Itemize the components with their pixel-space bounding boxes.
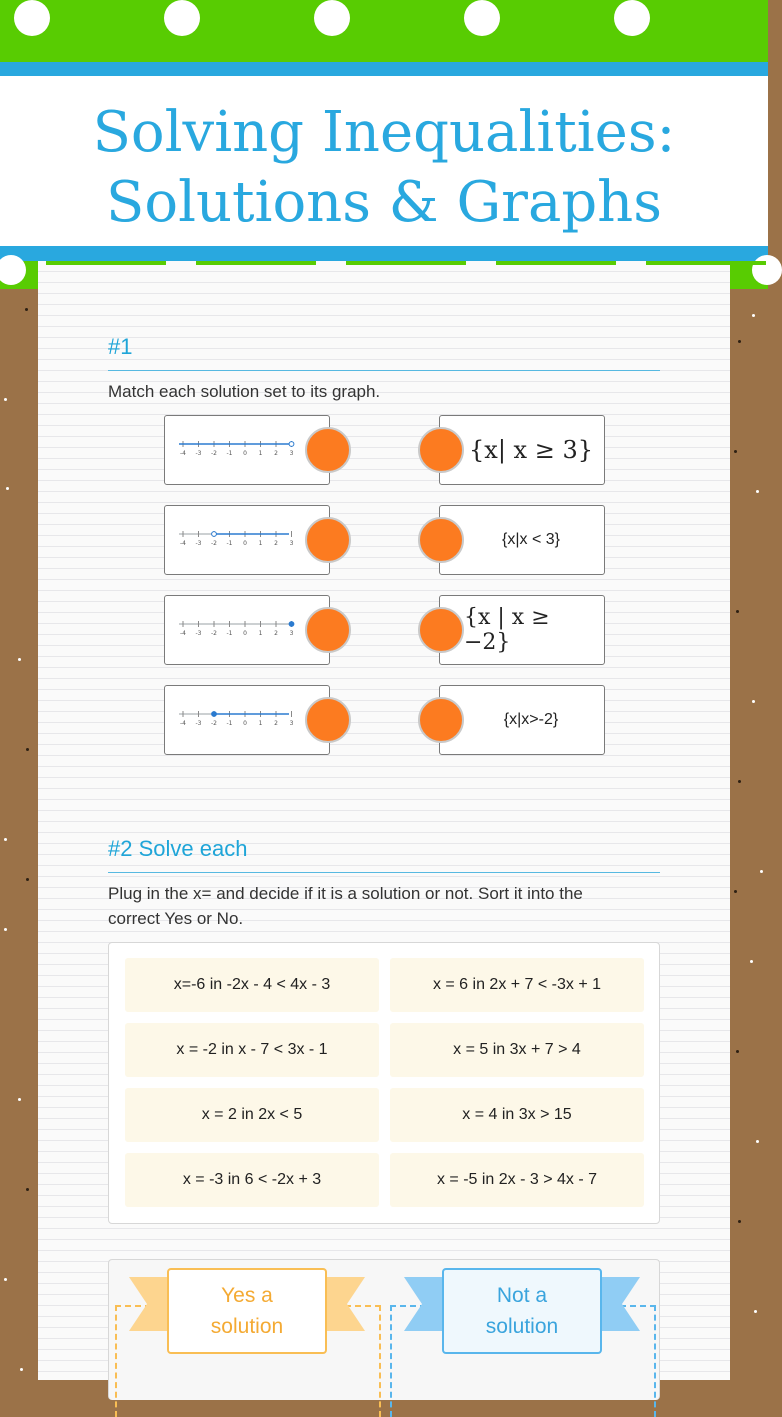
number-line-open-at-3-icon: [179, 434, 294, 464]
instruction-line-2: correct Yes or No.: [108, 909, 244, 928]
tick-label: 2: [274, 720, 278, 727]
tick-label: 1: [258, 630, 263, 637]
section-1-instruction: Match each solution set to its graph.: [108, 382, 381, 401]
set-label: {x|x>-2}: [503, 711, 559, 728]
no-label-line-2: solution: [485, 1315, 559, 1338]
tick-label: -1: [226, 450, 233, 457]
header-polka-band: [0, 0, 768, 62]
set-card[interactable]: [439, 505, 605, 575]
no-label-line-1: Not a: [496, 1284, 548, 1307]
tick-label: -4: [180, 450, 186, 457]
graph-card[interactable]: [164, 415, 330, 485]
sortable-item[interactable]: x = -5 in 2x - 3 > 4x - 7: [390, 1153, 644, 1207]
set-label: {x|x < 3}: [502, 531, 560, 548]
sort-items-panel: [108, 942, 660, 1224]
page-title: [0, 76, 768, 238]
match-connector[interactable]: [418, 517, 464, 563]
tick-label: 1: [258, 450, 263, 457]
tick-label: -1: [226, 540, 233, 547]
tick-label: -2: [211, 720, 217, 727]
tick-label: 2: [274, 540, 278, 547]
sortable-item[interactable]: x = 6 in 2x + 7 < -3x + 1: [390, 958, 644, 1012]
tick-label: 2: [274, 630, 278, 637]
set-card[interactable]: [439, 595, 605, 665]
tick-label: -3: [195, 540, 202, 547]
tick-label: 0: [243, 450, 247, 457]
sortable-item[interactable]: x = 2 in 2x < 5: [125, 1088, 379, 1142]
tick-label: -4: [180, 720, 186, 727]
sort-bins-panel: [108, 1259, 660, 1400]
tick-label: 1: [258, 720, 263, 727]
tick-label: 1: [258, 540, 263, 547]
match-connector[interactable]: [418, 697, 464, 743]
tick-label: 3: [289, 630, 294, 637]
set-label: {x| x ≥ 3}: [469, 436, 593, 464]
number-line-closed-at-3-icon: [179, 614, 294, 644]
tick-label: -2: [211, 540, 217, 547]
sortable-item[interactable]: x = 4 in 3x > 15: [390, 1088, 644, 1142]
tick-label: 3: [289, 720, 294, 727]
tick-label: -1: [226, 630, 233, 637]
match-connector[interactable]: [305, 427, 351, 473]
tick-label: -3: [195, 720, 202, 727]
paper-top-tabs: [38, 261, 730, 265]
graph-card[interactable]: [164, 505, 330, 575]
tick-label: 0: [243, 630, 247, 637]
yes-label-line-1: Yes a: [221, 1284, 273, 1307]
tick-label: -4: [180, 540, 186, 547]
tick-label: 3: [289, 540, 294, 547]
set-label: {x | x ≥ −2}: [464, 605, 550, 655]
yes-label-line-2: solution: [210, 1315, 284, 1338]
match-connector[interactable]: [305, 697, 351, 743]
sortable-item[interactable]: x = -2 in x - 7 < 3x - 1: [125, 1023, 379, 1077]
tick-label: -1: [226, 720, 233, 727]
sortable-item[interactable]: x=-6 in -2x - 4 < 4x - 3: [125, 958, 379, 1012]
set-card[interactable]: [439, 415, 605, 485]
closed-endpoint: [212, 712, 217, 717]
title-line-1: Solving Inequalities:: [92, 100, 676, 165]
tick-label: 3: [289, 450, 294, 457]
open-endpoint: [289, 442, 294, 447]
yes-bin-label: [167, 1268, 327, 1354]
number-line-closed-at-minus-2-icon: [179, 704, 294, 734]
number-line-open-at-minus-2-icon: [179, 524, 294, 554]
worksheet-paper: [38, 261, 730, 1380]
tick-label: 0: [243, 720, 247, 727]
tick-label: -2: [211, 450, 217, 457]
sortable-item[interactable]: x = -3 in 6 < -2x + 3: [125, 1153, 379, 1207]
graph-card[interactable]: [164, 685, 330, 755]
title-line-2: Solutions & Graphs: [106, 170, 662, 235]
tick-label: -3: [195, 630, 202, 637]
title-banner: [0, 76, 768, 246]
title-blue-stripe: [0, 246, 768, 261]
no-bin-label: [442, 1268, 602, 1354]
match-connector[interactable]: [305, 517, 351, 563]
tick-label: -3: [195, 450, 202, 457]
tick-label: -2: [211, 630, 217, 637]
section-2-heading: #2 Solve each: [108, 836, 660, 873]
match-connector[interactable]: [305, 607, 351, 653]
open-endpoint: [212, 532, 217, 537]
sortable-item[interactable]: x = 5 in 3x + 7 > 4: [390, 1023, 644, 1077]
tick-label: 0: [243, 540, 247, 547]
header-blue-stripe: [0, 62, 768, 76]
tick-label: 2: [274, 450, 278, 457]
tick-label: -4: [180, 630, 186, 637]
instruction-line-1: Plug in the x= and decide if it is a solution or not. Sort it into the: [108, 884, 583, 903]
section-1-heading: #1: [108, 334, 660, 371]
closed-endpoint: [289, 622, 294, 627]
graph-card[interactable]: [164, 595, 330, 665]
section-2-instruction: [108, 881, 648, 931]
match-connector[interactable]: [418, 607, 464, 653]
match-connector[interactable]: [418, 427, 464, 473]
set-card[interactable]: [439, 685, 605, 755]
